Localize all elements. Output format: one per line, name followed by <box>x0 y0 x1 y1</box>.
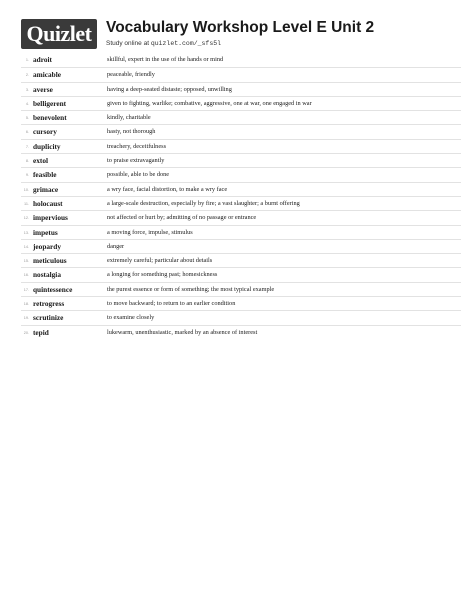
term-number: 4. <box>25 101 29 106</box>
term-number: 10. <box>23 187 29 192</box>
term-definition: to praise extravagantly <box>107 157 165 165</box>
term-word: impetus <box>33 227 58 237</box>
term-word: feasible <box>33 170 57 180</box>
term-number: 15. <box>23 259 29 264</box>
term-definition: a large-scale destruction, especially by fire; a vast slaughter; a burnt offering <box>107 199 300 207</box>
term-row <box>21 267 461 281</box>
term-number: 13. <box>23 230 29 235</box>
term-list <box>21 53 461 339</box>
term-number: 20. <box>23 330 29 335</box>
term-row <box>21 167 461 181</box>
term-definition: a moving force, impulse, stimulus <box>107 228 193 236</box>
term-definition: hasty, not thorough <box>107 128 156 136</box>
term-word: jeopardy <box>33 241 61 251</box>
term-word: meticulous <box>33 256 67 266</box>
term-number: 5. <box>25 116 29 121</box>
term-definition: to move backward; to return to an earlier condition <box>107 300 236 308</box>
term-word: cursory <box>33 127 57 137</box>
term-word: extol <box>33 156 48 166</box>
term-number: 7. <box>25 144 29 149</box>
term-word: quintessence <box>33 284 73 294</box>
study-online-line <box>106 39 374 48</box>
term-row <box>21 210 461 224</box>
term-word: retrogress <box>33 299 65 309</box>
term-word: adroit <box>33 55 52 64</box>
page-header <box>21 19 461 49</box>
term-number: 2. <box>25 73 29 78</box>
term-row <box>21 67 461 81</box>
page-title: Vocabulary Workshop Level E Unit 2 <box>106 19 375 36</box>
term-number: 3. <box>25 87 29 92</box>
term-row <box>21 96 461 110</box>
study-online-label: Study online at <box>106 40 151 47</box>
term-row <box>21 110 461 124</box>
term-definition: extremely careful; particular about details <box>107 257 213 265</box>
term-definition: kindly, charitable <box>107 114 151 122</box>
term-word: averse <box>33 84 53 94</box>
term-word: amicable <box>33 70 61 80</box>
term-definition: given to fighting, warlike; combative, aggressive, one at war, one engaged in war <box>107 99 312 107</box>
term-definition: lukewarm, unenthusiastic, marked by an absence of interest <box>107 328 258 336</box>
term-word: duplicity <box>33 141 61 151</box>
term-word: nostalgia <box>33 270 61 280</box>
term-definition: a longing for something past; homesickness <box>107 271 218 279</box>
term-number: 19. <box>23 316 29 321</box>
term-row <box>21 139 461 153</box>
term-row <box>21 53 461 67</box>
term-row <box>21 296 461 310</box>
term-word: scrutinize <box>33 313 64 323</box>
title-block <box>106 19 374 48</box>
study-online-link[interactable]: quizlet.com/_sfs5l <box>150 40 222 47</box>
term-definition: to examine closely <box>107 314 155 322</box>
term-row <box>21 282 461 296</box>
term-number: 18. <box>23 302 29 307</box>
term-word: impervious <box>33 213 68 223</box>
term-row <box>21 196 461 210</box>
term-word: tepid <box>33 327 49 337</box>
term-word: belligerent <box>33 98 67 108</box>
term-number: 11. <box>24 201 29 206</box>
term-word: grimace <box>33 184 59 194</box>
term-row <box>21 239 461 253</box>
term-row <box>21 310 461 324</box>
term-definition: not affected or hurt by; admitting of no passage or entrance <box>107 214 257 222</box>
term-row <box>21 253 461 267</box>
term-row <box>21 225 461 239</box>
term-row <box>21 182 461 196</box>
term-definition: the purest essence or form of something; the most typical example <box>107 285 275 293</box>
term-number: 9. <box>25 173 29 178</box>
term-definition: danger <box>107 242 125 250</box>
term-definition: having a deep-seated distaste; opposed, unwilling <box>107 85 232 93</box>
term-number: 6. <box>25 130 29 135</box>
term-row <box>21 325 461 339</box>
term-number: 8. <box>25 159 29 164</box>
term-definition: skillful, expert in the use of the hands or mind <box>107 56 224 63</box>
term-definition: possible, able to be done <box>107 171 170 179</box>
term-row <box>21 82 461 96</box>
term-number: 16. <box>23 273 29 278</box>
term-definition: a wry face, facial distortion, to make a wry face <box>107 185 228 193</box>
term-word: benevolent <box>33 113 67 123</box>
term-number: 17. <box>23 287 29 292</box>
term-number: 12. <box>23 216 29 221</box>
quizlet-logo: Quizlet <box>21 19 97 49</box>
term-row <box>21 124 461 138</box>
term-word: holocaust <box>33 198 63 208</box>
term-number: 14. <box>23 244 29 249</box>
term-definition: treachery, deceitfulness <box>107 142 167 150</box>
term-row <box>21 153 461 167</box>
term-definition: peaceable, friendly <box>107 71 155 79</box>
term-number: 1. <box>25 58 29 62</box>
